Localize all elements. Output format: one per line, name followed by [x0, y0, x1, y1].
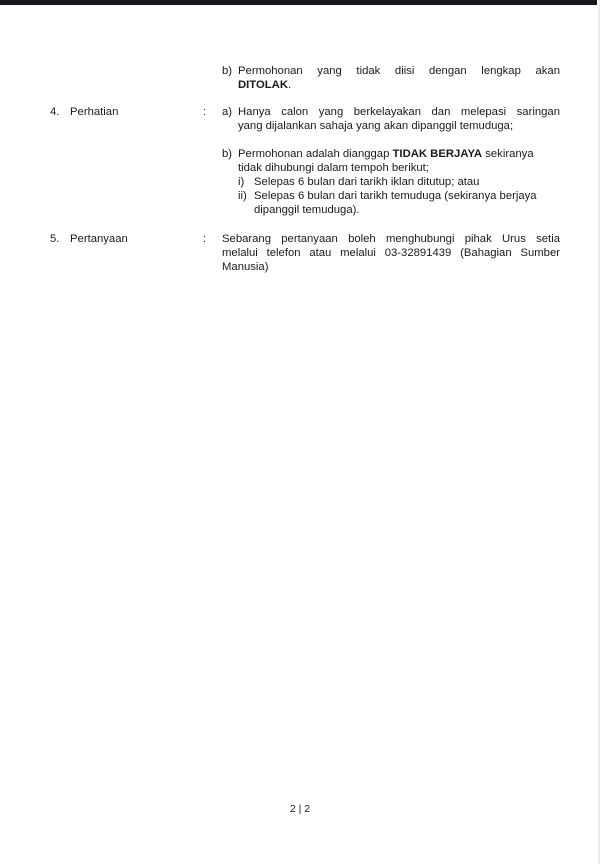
section-4-title: Perhatian: [70, 106, 119, 118]
ditolak-emphasis: DITOLAK: [238, 79, 288, 91]
item-3b-line2: [238, 78, 560, 92]
section-4b-line1-end: sekiranya: [482, 148, 534, 160]
section-4b-line1-start: Permohonan adalah dianggap: [238, 148, 393, 160]
tidak-berjaya-emphasis: TIDAK BERJAYA: [392, 148, 483, 160]
section-5-line1: Sebarang pertanyaan boleh menghubungi pihak Urus setia: [222, 233, 560, 245]
section-4b-i-text: Selepas 6 bulan dari tarikh iklan ditutup; atau: [254, 176, 480, 188]
section-5-number: 5.: [50, 233, 60, 245]
item-3b-line2-end: .: [288, 79, 292, 91]
section-4b-ii-marker: ii): [238, 190, 247, 202]
section-5-line3: Manusia): [222, 261, 269, 273]
section-4a-line2: yang dijalankan sahaja yang akan dipanggil temuduga;: [238, 120, 514, 132]
section-5-line2: melalui telefon atau melalui 03-32891439 (Bahagian Sumber: [222, 247, 560, 259]
item-3b-marker: b): [222, 65, 233, 77]
section-4a-marker: a): [222, 106, 233, 118]
section-4b-line2: tidak dihubungi dalam tempoh berikut;: [238, 162, 429, 174]
section-4-colon: :: [203, 106, 207, 118]
page-number: 2 | 2: [289, 803, 311, 815]
section-4b-ii-line1: Selepas 6 bulan dari tarikh temuduga (sekiranya berjaya: [254, 190, 537, 202]
section-4b-marker: b): [222, 148, 233, 160]
section-4a-line1: Hanya calon yang berkelayakan dan melepasi saringan: [238, 106, 560, 118]
section-4b-i-marker: i): [238, 176, 245, 188]
item-3b-line1: Permohonan yang tidak diisi dengan lengkap akan: [238, 65, 560, 77]
section-5-colon: :: [203, 233, 207, 245]
section-4b-ii-line2: dipanggil temuduga).: [254, 204, 360, 216]
section-4-number: 4.: [50, 106, 60, 118]
section-5-title: Pertanyaan: [70, 233, 128, 245]
section-4b-line1: [238, 147, 560, 161]
